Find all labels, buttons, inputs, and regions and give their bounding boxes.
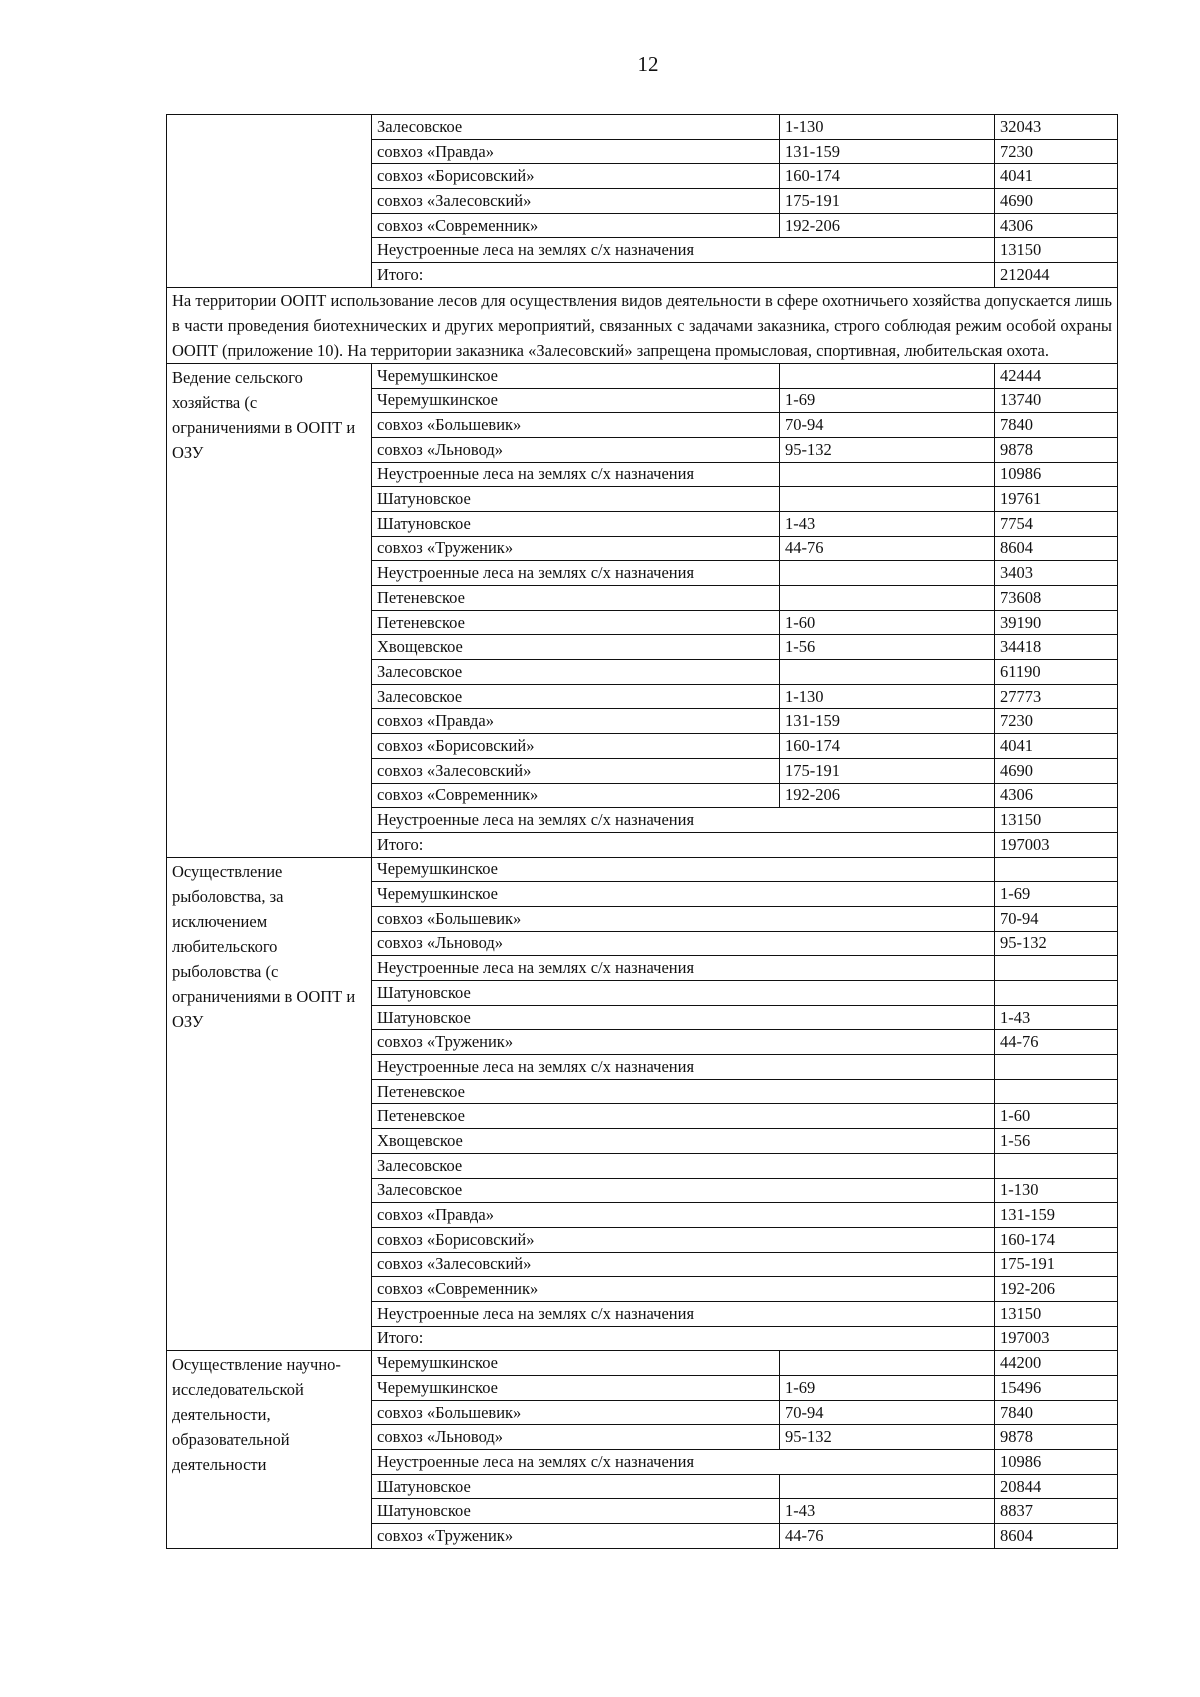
note-row <box>167 287 1118 363</box>
forest-use-table <box>166 114 1118 1549</box>
forestry-name: совхоз «Современник» <box>372 213 780 238</box>
quarter-range: 175-191 <box>780 758 995 783</box>
activity-type-label: Осуществление рыболовства, за исключением любительского рыболовства (с ограничениями в ООПТ и ОЗУ <box>167 857 372 1351</box>
area-value <box>995 981 1118 1006</box>
quarter-range <box>780 586 995 611</box>
quarter-range <box>780 561 995 586</box>
quarter-range: 44-76 <box>780 536 995 561</box>
quarter-range: 1-43 <box>780 1499 995 1524</box>
forestry-name: Черемушкинское <box>372 1376 780 1401</box>
forestry-name: Залесовское <box>372 660 780 685</box>
quarter-range: 70-94 <box>780 1400 995 1425</box>
forestry-name: совхоз «Залесовский» <box>372 189 780 214</box>
forestry-name: совхоз «Правда» <box>372 1203 995 1228</box>
forestry-name: Шатуновское <box>372 1499 780 1524</box>
quarter-range: 44-76 <box>780 1524 995 1549</box>
forestry-name: Залесовское <box>372 1153 995 1178</box>
area-value: 13150 <box>995 808 1118 833</box>
area-value: 160-174 <box>995 1227 1118 1252</box>
forestry-name: Неустроенные леса на землях с/х назначения <box>372 956 995 981</box>
area-value: 175-191 <box>995 1252 1118 1277</box>
quarter-range: 1-60 <box>780 610 995 635</box>
quarter-range: 160-174 <box>780 734 995 759</box>
forestry-name: совхоз «Большевик» <box>372 1400 780 1425</box>
table-row <box>167 115 1118 140</box>
area-value: 42444 <box>995 363 1118 388</box>
forestry-name: совхоз «Льновод» <box>372 1425 780 1450</box>
area-value: 9878 <box>995 437 1118 462</box>
quarter-range: 192-206 <box>780 213 995 238</box>
activity-type-label: Ведение сельского хозяйства (с ограничениями в ООПТ и ОЗУ <box>167 363 372 857</box>
forestry-name: совхоз «Большевик» <box>372 413 780 438</box>
quarter-range: 1-69 <box>780 388 995 413</box>
area-value: 13150 <box>995 238 1118 263</box>
area-value: 4690 <box>995 758 1118 783</box>
forestry-name: совхоз «Большевик» <box>372 906 995 931</box>
area-value: 73608 <box>995 586 1118 611</box>
forestry-name: Неустроенные леса на землях с/х назначения <box>372 462 780 487</box>
area-value: 34418 <box>995 635 1118 660</box>
forestry-name: Залесовское <box>372 115 780 140</box>
area-value: 197003 <box>995 832 1118 857</box>
area-value: 7754 <box>995 511 1118 536</box>
quarter-range: 175-191 <box>780 189 995 214</box>
quarter-range <box>780 462 995 487</box>
forestry-name: совхоз «Борисовский» <box>372 164 780 189</box>
forestry-name: совхоз «Современник» <box>372 783 780 808</box>
forestry-name: совхоз «Борисовский» <box>372 734 780 759</box>
area-value: 15496 <box>995 1376 1118 1401</box>
area-value: 44-76 <box>995 1030 1118 1055</box>
area-value: 7230 <box>995 709 1118 734</box>
forestry-name: Неустроенные леса на землях с/х назначения <box>372 1055 995 1080</box>
forestry-name: Неустроенные леса на землях с/х назначения <box>372 238 995 263</box>
forestry-name: Неустроенные леса на землях с/х назначения <box>372 561 780 586</box>
forestry-name: Черемушкинское <box>372 882 995 907</box>
forestry-name: Залесовское <box>372 1178 995 1203</box>
forestry-name: совхоз «Труженик» <box>372 1030 995 1055</box>
area-value: 4690 <box>995 189 1118 214</box>
forestry-name: совхоз «Борисовский» <box>372 1227 995 1252</box>
area-value: 7230 <box>995 139 1118 164</box>
quarter-range <box>780 660 995 685</box>
forestry-name: Шатуновское <box>372 511 780 536</box>
forestry-name: Шатуновское <box>372 981 995 1006</box>
quarter-range <box>780 1474 995 1499</box>
quarter-range: 70-94 <box>780 413 995 438</box>
area-value: 70-94 <box>995 906 1118 931</box>
area-value: 10986 <box>995 1450 1118 1475</box>
quarter-range <box>780 1351 995 1376</box>
forestry-name: Черемушкинское <box>372 388 780 413</box>
area-value <box>995 1079 1118 1104</box>
activity-type-label: Осуществление научно-исследовательской деятельности, образовательной деятельности <box>167 1351 372 1549</box>
area-value: 10986 <box>995 462 1118 487</box>
area-value: 131-159 <box>995 1203 1118 1228</box>
forestry-name: совхоз «Льновод» <box>372 931 995 956</box>
forestry-name: Петеневское <box>372 1104 995 1129</box>
forestry-name: Шатуновское <box>372 1474 780 1499</box>
page-number: 12 <box>637 52 659 76</box>
area-value: 197003 <box>995 1326 1118 1351</box>
area-value <box>995 857 1118 882</box>
forestry-name: Черемушкинское <box>372 857 995 882</box>
area-value <box>995 1153 1118 1178</box>
forestry-name: Неустроенные леса на землях с/х назначения <box>372 808 995 833</box>
table-row <box>167 857 1118 882</box>
quarter-range <box>780 363 995 388</box>
quarter-range: 192-206 <box>780 783 995 808</box>
forestry-name: Хвощевское <box>372 635 780 660</box>
forestry-name: совхоз «Современник» <box>372 1277 995 1302</box>
area-value <box>995 956 1118 981</box>
area-value: 1-69 <box>995 882 1118 907</box>
note-paragraph: На территории ООПТ использование лесов для осуществления видов деятельности в сфере охотничьего хозяйства допускается лишь в части проведения биотехнических и других мероприятий, связанных с задачами заказника, строго соблюдая режим особой охраны ООПТ (приложение 10). На территории заказника «Залесовский» запрещена промысловая, спортивная, любительская охота. <box>167 287 1118 363</box>
forestry-name: совхоз «Залесовский» <box>372 1252 995 1277</box>
area-value: 1-56 <box>995 1129 1118 1154</box>
forestry-name: совхоз «Правда» <box>372 139 780 164</box>
forestry-name: Итого: <box>372 832 995 857</box>
quarter-range: 131-159 <box>780 709 995 734</box>
area-value: 4041 <box>995 164 1118 189</box>
quarter-range: 95-132 <box>780 437 995 462</box>
area-value: 19761 <box>995 487 1118 512</box>
forestry-name: Черемушкинское <box>372 1351 780 1376</box>
area-value: 4306 <box>995 783 1118 808</box>
area-value: 1-43 <box>995 1005 1118 1030</box>
quarter-range: 1-43 <box>780 511 995 536</box>
table-row <box>167 363 1118 388</box>
area-value: 9878 <box>995 1425 1118 1450</box>
quarter-range: 95-132 <box>780 1425 995 1450</box>
forestry-name: Неустроенные леса на землях с/х назначения <box>372 1450 995 1475</box>
area-value: 212044 <box>995 263 1118 288</box>
area-value: 4041 <box>995 734 1118 759</box>
area-value: 44200 <box>995 1351 1118 1376</box>
area-value: 95-132 <box>995 931 1118 956</box>
area-value: 32043 <box>995 115 1118 140</box>
quarter-range <box>780 487 995 512</box>
forestry-name: совхоз «Правда» <box>372 709 780 734</box>
forestry-name: Залесовское <box>372 684 780 709</box>
forestry-name: совхоз «Труженик» <box>372 536 780 561</box>
area-value: 8604 <box>995 536 1118 561</box>
forestry-name: Черемушкинское <box>372 363 780 388</box>
area-value: 4306 <box>995 213 1118 238</box>
forestry-name: Хвощевское <box>372 1129 995 1154</box>
quarter-range: 1-130 <box>780 115 995 140</box>
area-value: 61190 <box>995 660 1118 685</box>
activity-type-label <box>167 115 372 288</box>
area-value: 1-60 <box>995 1104 1118 1129</box>
forestry-name: Итого: <box>372 263 995 288</box>
forestry-name: Итого: <box>372 1326 995 1351</box>
quarter-range: 131-159 <box>780 139 995 164</box>
area-value: 3403 <box>995 561 1118 586</box>
forestry-name: Петеневское <box>372 1079 995 1104</box>
forestry-name: совхоз «Труженик» <box>372 1524 780 1549</box>
forestry-name: Неустроенные леса на землях с/х назначения <box>372 1301 995 1326</box>
quarter-range: 1-56 <box>780 635 995 660</box>
area-value: 20844 <box>995 1474 1118 1499</box>
area-value: 13740 <box>995 388 1118 413</box>
area-value: 7840 <box>995 1400 1118 1425</box>
forestry-name: Шатуновское <box>372 487 780 512</box>
area-value: 13150 <box>995 1301 1118 1326</box>
area-value: 192-206 <box>995 1277 1118 1302</box>
area-value: 1-130 <box>995 1178 1118 1203</box>
forestry-name: совхоз «Льновод» <box>372 437 780 462</box>
forestry-name: Петеневское <box>372 610 780 635</box>
area-value: 8837 <box>995 1499 1118 1524</box>
forestry-name: Шатуновское <box>372 1005 995 1030</box>
forestry-name: совхоз «Залесовский» <box>372 758 780 783</box>
table-row <box>167 1351 1118 1376</box>
quarter-range: 1-69 <box>780 1376 995 1401</box>
forestry-name: Петеневское <box>372 586 780 611</box>
quarter-range: 160-174 <box>780 164 995 189</box>
quarter-range: 1-130 <box>780 684 995 709</box>
area-value <box>995 1055 1118 1080</box>
area-value: 7840 <box>995 413 1118 438</box>
area-value: 27773 <box>995 684 1118 709</box>
area-value: 39190 <box>995 610 1118 635</box>
area-value: 8604 <box>995 1524 1118 1549</box>
